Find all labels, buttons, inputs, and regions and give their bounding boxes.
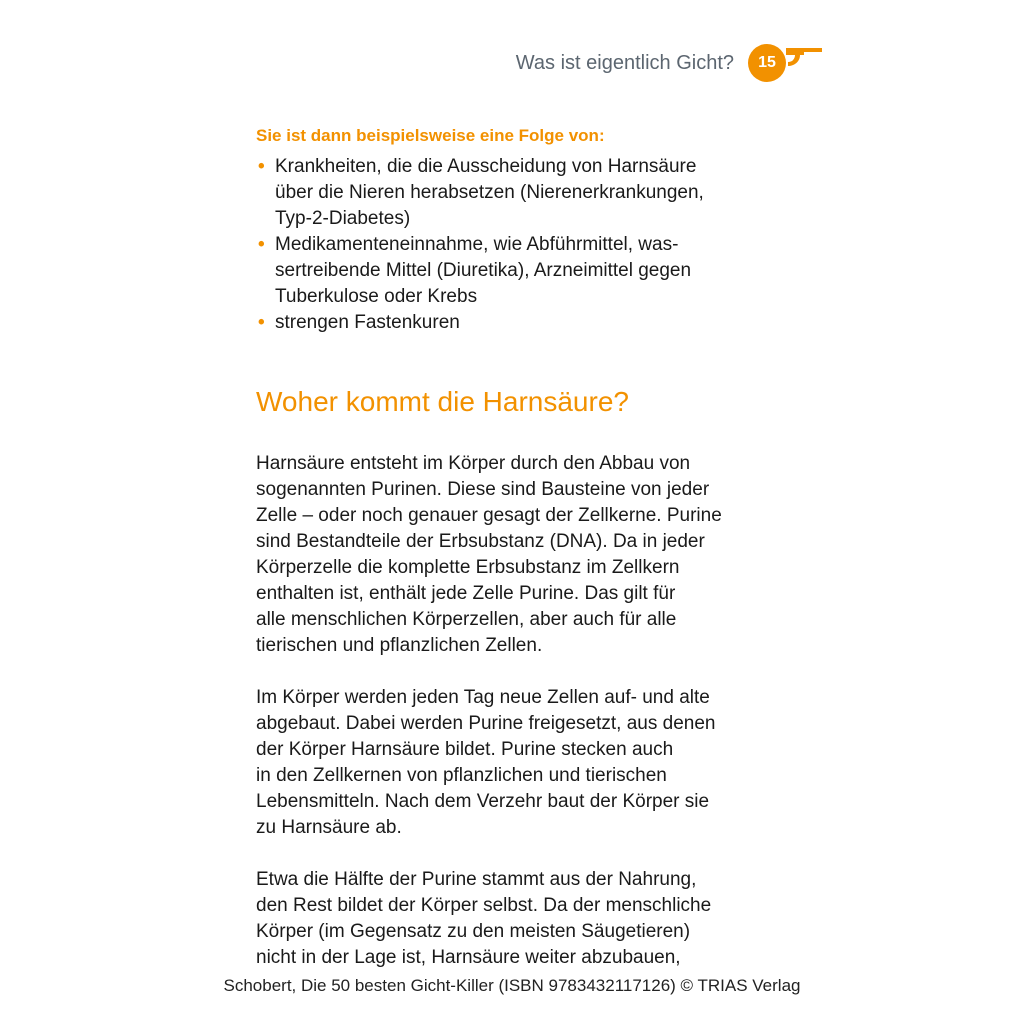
- paragraph-line: den Rest bildet der Körper selbst. Da der menschliche: [256, 895, 712, 916]
- bullet-icon: •: [258, 234, 265, 255]
- list-item: [256, 154, 756, 232]
- intro-lead: Sie ist dann beispielsweise eine Folge von:: [256, 126, 605, 145]
- list-item: [256, 232, 756, 310]
- paragraph-line: tierischen und pflanzlichen Zellen.: [256, 635, 543, 656]
- list-item: [256, 310, 756, 336]
- paragraph-line: Zelle – oder noch genauer gesagt der Zellkerne. Purine: [256, 505, 722, 526]
- list-item-line: über die Nieren herabsetzen (Nierenerkrankungen,: [275, 182, 704, 203]
- paragraph-line: Etwa die Hälfte der Purine stammt aus der Nahrung,: [256, 869, 697, 890]
- paragraph-line: alle menschlichen Körperzellen, aber auch für alle: [256, 609, 677, 630]
- list-item-line: Tuberkulose oder Krebs: [275, 286, 478, 307]
- paragraph-line: Körper (im Gegensatz zu den meisten Säugetieren): [256, 921, 691, 942]
- paragraph-line: abgebaut. Dabei werden Purine freigesetzt, aus denen: [256, 713, 716, 734]
- list-item-line: sertreibende Mittel (Diuretika), Arzneimittel gegen: [275, 260, 692, 281]
- paragraph-line: nicht in der Lage ist, Harnsäure weiter abzubauen,: [256, 947, 681, 968]
- page-number-badge: 15: [748, 44, 786, 82]
- list-item-line: Typ-2-Diabetes): [275, 208, 411, 229]
- cause-list: [256, 154, 756, 336]
- body-paragraph: [256, 867, 756, 971]
- paragraph-line: zu Harnsäure ab.: [256, 817, 402, 838]
- list-item-line: Krankheiten, die die Ausscheidung von Harnsäure: [275, 156, 697, 177]
- section-heading: Woher kommt die Harnsäure?: [256, 386, 629, 417]
- list-item-line: strengen Fastenkuren: [275, 312, 460, 333]
- list-item-line: Medikamenteneinnahme, wie Abführmittel, was-: [275, 234, 679, 255]
- page-content: [256, 124, 756, 997]
- paragraph-line: Harnsäure entsteht im Körper durch den Abbau von: [256, 453, 691, 474]
- running-title: Was ist eigentlich Gicht?: [515, 52, 734, 74]
- paragraph-line: Körperzelle die komplette Erbsubstanz im Zellkern: [256, 557, 680, 578]
- body-paragraph: [256, 451, 756, 659]
- paragraph-line: in den Zellkernen von pflanzlichen und tierischen: [256, 765, 667, 786]
- bullet-icon: •: [258, 312, 265, 333]
- paragraph-line: der Körper Harnsäure bildet. Purine stecken auch: [256, 739, 674, 760]
- bullet-icon: •: [258, 156, 265, 177]
- running-header: [440, 50, 740, 82]
- body-paragraph: [256, 685, 756, 841]
- paragraph-line: Im Körper werden jeden Tag neue Zellen auf- und alte: [256, 687, 710, 708]
- chapter-tab-icon: [784, 46, 824, 70]
- footer-credit: Schobert, Die 50 besten Gicht-Killer (ISBN 9783432117126) © TRIAS Verlag: [223, 976, 801, 995]
- paragraph-line: Lebensmitteln. Nach dem Verzehr baut der Körper sie: [256, 791, 710, 812]
- paragraph-line: enthalten ist, enthält jede Zelle Purine. Das gilt für: [256, 583, 676, 604]
- paragraph-line: sind Bestandteile der Erbsubstanz (DNA). Da in jeder: [256, 531, 705, 552]
- paragraph-line: sogenannten Purinen. Diese sind Bausteine von jeder: [256, 479, 710, 500]
